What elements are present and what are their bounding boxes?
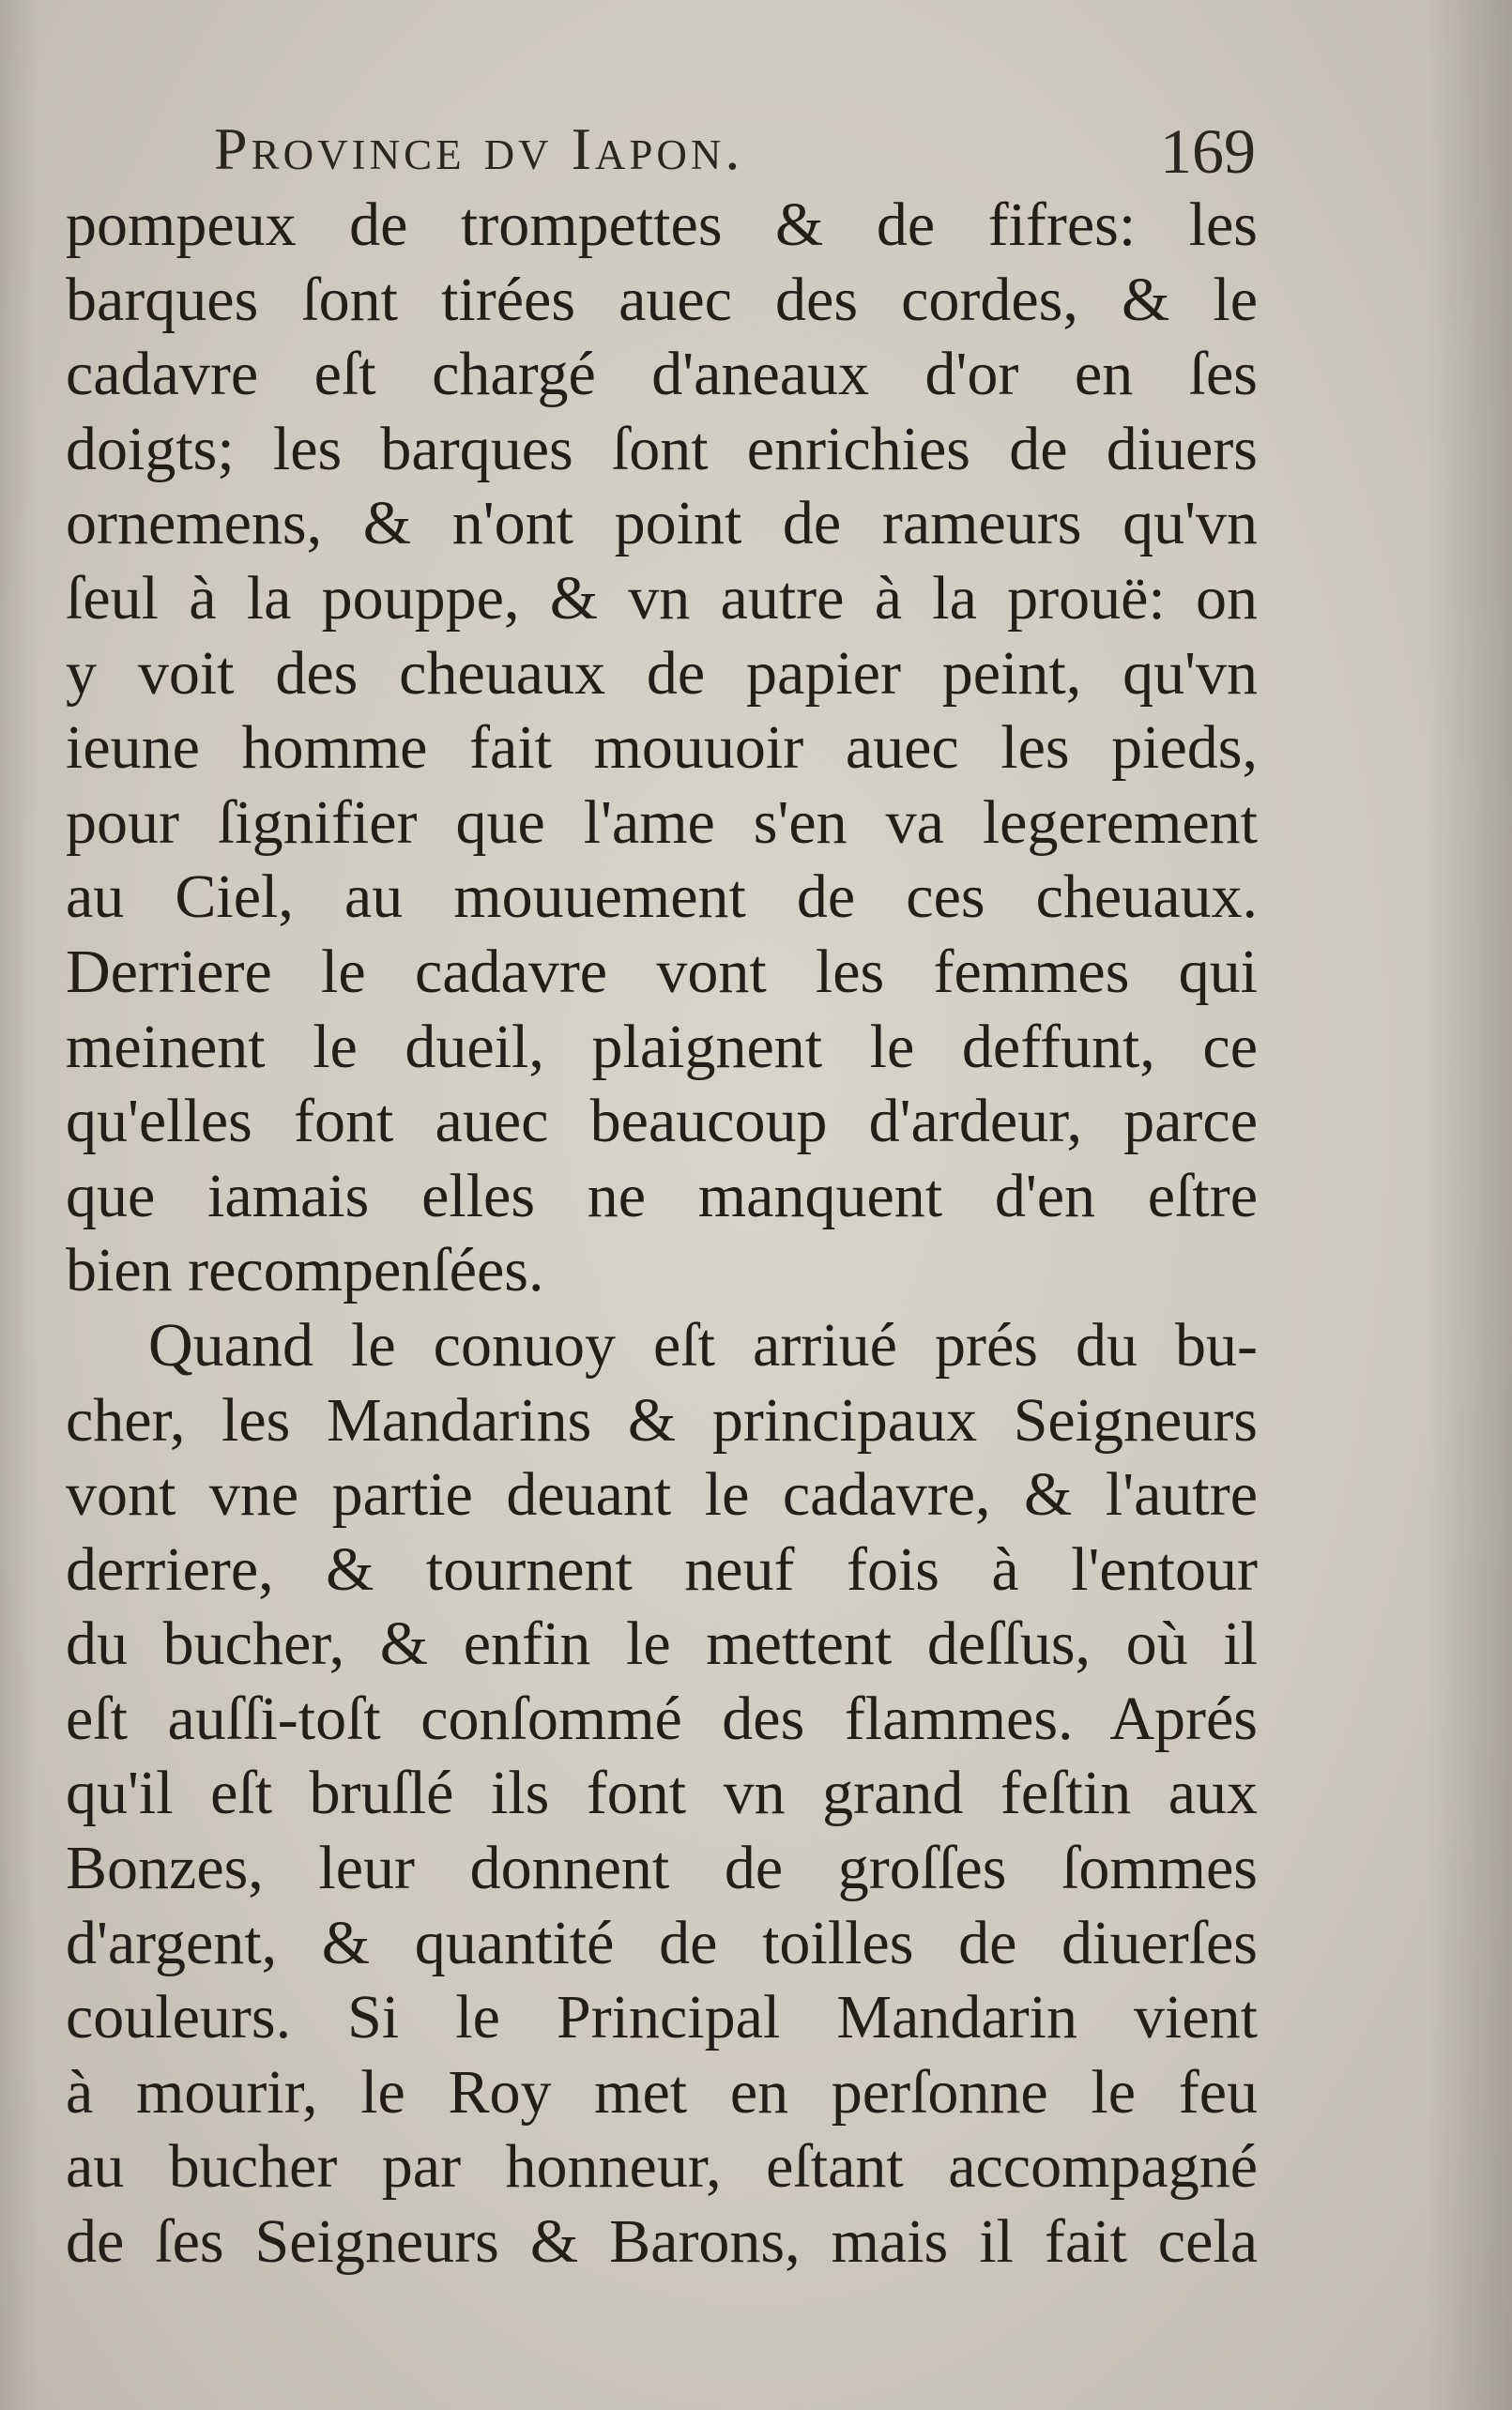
text-line: cadavre eſt chargé d'aneaux d'or en ſes bbox=[66, 340, 1258, 409]
text-line: vont vne partie deuant le cadavre, & l'autre bbox=[66, 1460, 1258, 1530]
text-line: ſeul à la pouppe, & vn autre à la prouë: on bbox=[66, 563, 1258, 633]
text-line: au Ciel, au mouuement de ces cheuaux. bbox=[66, 862, 1258, 932]
text-line: y voit des cheuaux de papier peint, qu'vn bbox=[66, 638, 1258, 708]
text-line: eſt auſſi-toſt conſommé des flammes. Aprés bbox=[66, 1684, 1258, 1753]
text-line: derriere, & tournent neuf fois à l'entour bbox=[66, 1534, 1258, 1604]
text-line: qu'elles font auec beaucoup d'ardeur, parce bbox=[66, 1087, 1258, 1156]
text-line: à mourir, le Roy met en perſonne le feu bbox=[66, 2057, 1258, 2127]
text-line: pour ſignifier que l'ame s'en va legerement bbox=[66, 787, 1258, 857]
text-line: bien recompenſées. bbox=[66, 1236, 544, 1305]
text-line: que iamais elles ne manquent d'en eſtre bbox=[66, 1161, 1258, 1230]
text-line: Bonzes, leur donnent de groſſes ſommes bbox=[66, 1834, 1258, 1903]
text-line: barques ſont tirées auec des cordes, & le bbox=[66, 265, 1258, 334]
text-line: qu'il eſt bruſlé ils font vn grand feſtin aux bbox=[66, 1759, 1258, 1828]
text-line: au bucher par honneur, eſtant accompagné bbox=[66, 2132, 1258, 2202]
page-number: 169 bbox=[1160, 115, 1256, 187]
text-line: doigts; les barques ſont enrichies de diuers bbox=[66, 414, 1258, 483]
text-line: Derriere le cadavre vont les femmes qui bbox=[66, 937, 1258, 1006]
text-line: de ſes Seigneurs & Barons, mais il fait cela bbox=[66, 2207, 1258, 2277]
running-title: Province dv Iapon. bbox=[214, 115, 744, 182]
text-line: ieune homme fait mouuoir auec les pieds, bbox=[66, 713, 1258, 783]
text-line: d'argent, & quantité de toilles de diuerſes bbox=[66, 1908, 1258, 1977]
text-line: meinent le dueil, plaignent le deffunt, ce bbox=[66, 1012, 1258, 1081]
body-text bbox=[66, 188, 1258, 2280]
text-line: couleurs. Si le Principal Mandarin vient bbox=[66, 1983, 1258, 2052]
text-line: pompeux de trompettes & de fifres: les bbox=[66, 191, 1258, 259]
text-line: du bucher, & enfin le mettent deſſus, où il bbox=[66, 1609, 1258, 1679]
page-header bbox=[214, 114, 1256, 199]
text-line: Quand le conuoy eſt arriué prés du bu- bbox=[148, 1310, 1258, 1380]
text-line: ornemens, & n'ont point de rameurs qu'vn bbox=[66, 489, 1258, 558]
text-line: cher, les Mandarins & principaux Seigneurs bbox=[66, 1385, 1258, 1455]
